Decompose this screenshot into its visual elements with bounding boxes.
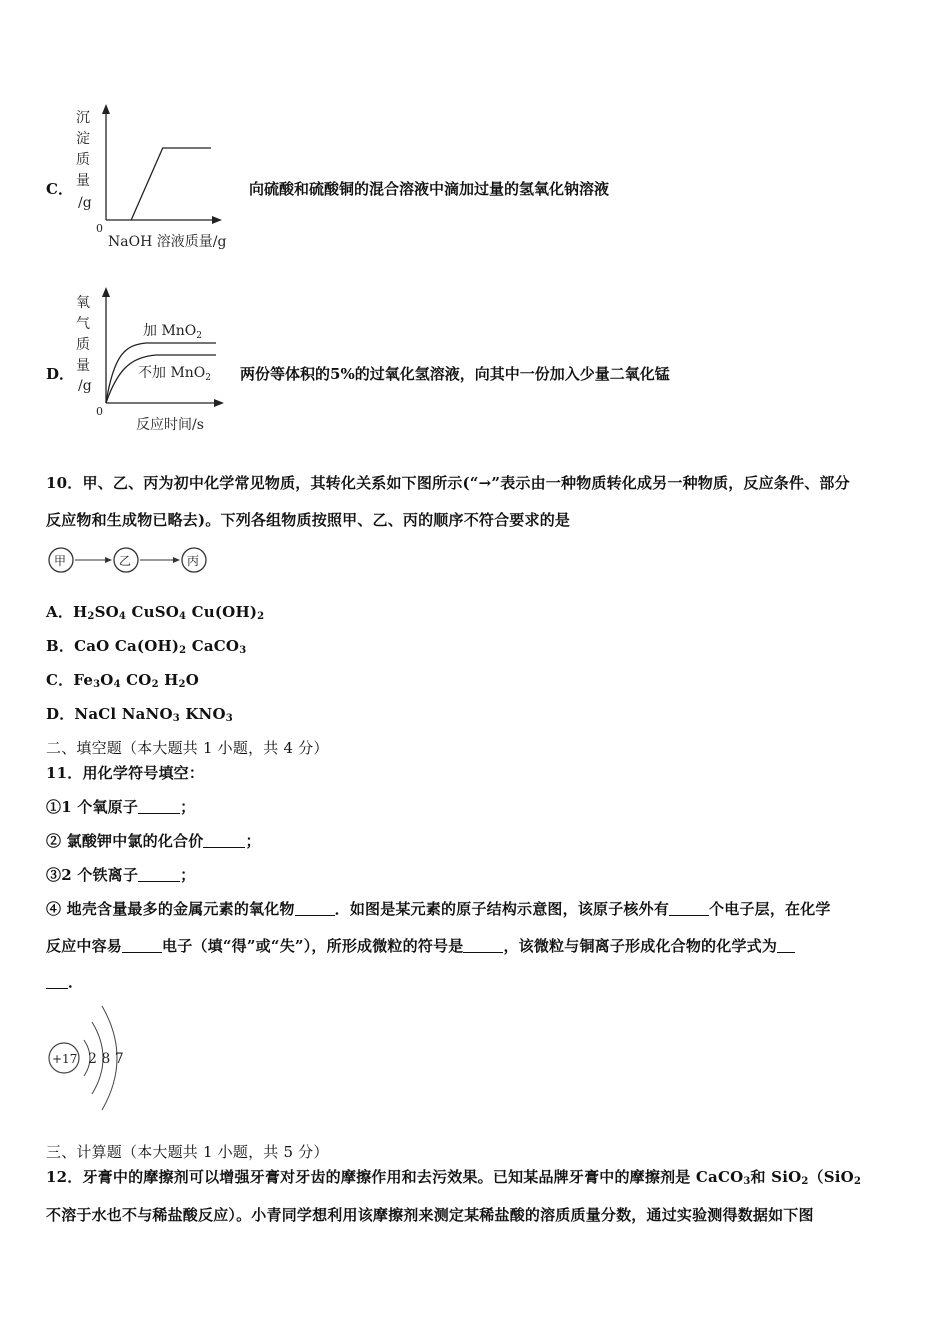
formula-part: CO [120, 671, 152, 689]
q10-option-c [46, 669, 199, 690]
formula-part: SO [94, 603, 119, 621]
q11-item-4-line-2 [46, 935, 795, 956]
q10-option-d [46, 703, 233, 724]
option-c-description: 向硫酸和硫酸铜的混合溶液中滴加过量的氢氧化钠溶液 [249, 180, 610, 198]
formula-part: CaCO [186, 637, 240, 655]
q11-item-2 [46, 830, 261, 851]
option-d-formula [74, 705, 232, 723]
option-a-formula [73, 603, 264, 621]
chart-c-ylabel-4: 量 [76, 173, 90, 189]
formula-part: KNO [179, 705, 226, 723]
q11-item-2-text: ② 氯酸钾中氯的化合价 [46, 832, 204, 850]
formula-part: 4 [113, 679, 121, 690]
chart-c-x-arrow [212, 216, 222, 224]
chart-c-y-arrow [102, 104, 110, 114]
option-a-label: A． [46, 603, 74, 621]
q11-item-1-text: ①1 个氧原子 [46, 798, 139, 816]
section3-heading: 三、计算题（本大题共 1 小题，共 5 分） [46, 1143, 329, 1161]
option-b-label: B． [46, 637, 75, 655]
formula-part: CuSO [126, 603, 180, 621]
section2-heading: 二、填空题（本大题共 1 小题，共 4 分） [46, 739, 329, 757]
answer-blank-8-cont[interactable] [46, 974, 68, 989]
chart-d-ylabel-1: 氧 [76, 295, 90, 311]
formula-part: O [100, 671, 114, 689]
q12-sub-3: 2 [853, 1176, 862, 1187]
chart-d-series-label-with: 加 MnO$_2$ [143, 323, 203, 341]
option-b-formula [74, 637, 246, 655]
chart-d-series-label-without: 不加 MnO$_2$ [138, 365, 212, 383]
q10-text-line-2: 反应物和生成物已略去)。下列各组物质按照甲、乙、丙的顺序不符合要求的是 [46, 511, 571, 529]
q10-text-line-1: 10．甲、乙、丙为初中化学常见物质，其转化关系如下图所示(“→”表示由一种物质转化成另一种物质，反应条件、部分 [46, 474, 850, 492]
chart-d-y-arrow [102, 287, 110, 297]
q11-item-2-end: ； [245, 832, 261, 850]
q11-item-3-end: ； [180, 866, 196, 884]
q11-item-4-text-d: 反应中容易 [46, 937, 123, 955]
formula-part: O [185, 671, 199, 689]
q11-item-4-text-b: ．如图是某元素的原子结构示意图，该原子核外有 [334, 900, 670, 918]
q11-item-4-text-f: ，该微粒与铜离子形成化合物的化学式为 [503, 937, 778, 955]
formula-part: 3 [239, 645, 247, 656]
node-jia: 甲 [54, 554, 67, 568]
formula-part: 3 [172, 713, 180, 724]
q11-item-4-text-c: 个电子层，在化学 [709, 900, 831, 918]
chart-c-ylabel-unit: /g [78, 195, 92, 211]
q12-text-a: 12．牙膏中的摩擦剂可以增强牙膏对牙齿的摩擦作用和去污效果。已知某品牌牙膏中的摩擦剂是 CaCO [46, 1168, 744, 1186]
formula-part: H [158, 671, 179, 689]
arrow-jia-yi-head [105, 557, 112, 563]
formula-part: 2 [87, 611, 95, 622]
q11-item-1 [46, 796, 195, 817]
arrow-yi-bing-head [173, 557, 180, 563]
q10-flow-diagram [44, 544, 214, 578]
atom-nucleus: +17 [52, 1052, 78, 1066]
answer-blank-7[interactable] [463, 938, 503, 953]
q12-sub-2: 2 [801, 1176, 809, 1187]
formula-part: NaCl NaNO [74, 705, 173, 723]
node-bing: 丙 [187, 554, 200, 568]
chart-c-ylabel-1: 沉 [76, 110, 90, 126]
formula-part: CaO Ca(OH) [74, 637, 180, 655]
q11-title: 11．用化学符号填空： [46, 764, 205, 782]
formula-part: 4 [179, 611, 187, 622]
formula-part: 3 [93, 679, 101, 690]
q11-item-3-text: ③2 个铁离子 [46, 866, 139, 884]
chart-c-ylabel-2: 淀 [76, 131, 90, 147]
formula-part: 2 [178, 679, 186, 690]
q11-item-1-end: ； [180, 798, 196, 816]
q11-item-4-text-a: ④ 地壳含量最多的金属元素的氧化物 [46, 900, 295, 918]
answer-blank-3[interactable] [138, 867, 180, 882]
answer-blank-6[interactable] [122, 938, 162, 953]
q12-text-end: （SiO [808, 1168, 854, 1186]
q11-item-4-line-3 [46, 971, 83, 992]
q11-item-4-line-1 [46, 898, 831, 919]
chart-d-ylabel-2: 气 [76, 316, 90, 332]
formula-part: Fe [73, 671, 94, 689]
chart-d-x-arrow [214, 399, 224, 407]
chart-d-ylabel-3: 质 [76, 337, 90, 353]
chart-c-origin: 0 [96, 222, 103, 235]
formula-part: H [73, 603, 88, 621]
formula-part: 2 [151, 679, 159, 690]
option-d-label: D． [46, 365, 75, 383]
option-c-formula [73, 671, 199, 689]
q12-text-mid: 和 SiO [750, 1168, 802, 1186]
q12-text-line-1 [46, 1166, 861, 1187]
chart-d-xlabel: 反应时间/s [136, 417, 204, 433]
q10-option-b [46, 635, 246, 656]
chart-c-xlabel: NaOH 溶液质量/g [108, 234, 227, 250]
atom-shells: 2 8 7 [88, 1051, 124, 1067]
option-c-label-q10: C． [46, 671, 74, 689]
answer-blank-2[interactable] [203, 833, 245, 848]
chart-c-series-line [131, 148, 211, 220]
chart-d [66, 283, 241, 435]
q11-item-4-text-e: 电子（填“得”或“失”），所形成微粒的符号是 [162, 937, 464, 955]
formula-part: 4 [118, 611, 127, 622]
formula-part: Cu(OH) [186, 603, 258, 621]
q12-sub-1: 3 [743, 1176, 751, 1187]
option-c-label: C． [46, 180, 73, 198]
answer-blank-5[interactable] [669, 901, 709, 916]
atom-structure-diagram [44, 1000, 144, 1115]
q11-item-3 [46, 864, 195, 885]
option-d-label-q10: D． [46, 705, 75, 723]
formula-part: 2 [257, 611, 265, 622]
chart-d-origin: 0 [96, 405, 103, 418]
formula-part: 3 [225, 713, 233, 724]
chart-d-ylabel-4: 量 [76, 358, 90, 374]
q11-item-4-text-g: ． [68, 973, 84, 991]
answer-blank-1[interactable] [138, 799, 180, 814]
q10-option-a [46, 601, 264, 622]
formula-part: 2 [179, 645, 187, 656]
node-yi: 乙 [119, 554, 132, 568]
option-d-description: 两份等体积的5%的过氧化氢溶液，向其中一份加入少量二氧化锰 [240, 365, 670, 383]
q12-text-line-2: 不溶于水也不与稀盐酸反应）。小青同学想利用该摩擦剂来测定某稀盐酸的溶质质量分数，通过实验测得数据如下图 [46, 1206, 814, 1224]
chart-d-ylabel-unit: /g [78, 378, 92, 394]
chart-c [66, 100, 266, 252]
answer-blank-8[interactable] [777, 938, 795, 953]
chart-c-ylabel-3: 质 [76, 152, 90, 168]
answer-blank-4[interactable] [295, 901, 335, 916]
